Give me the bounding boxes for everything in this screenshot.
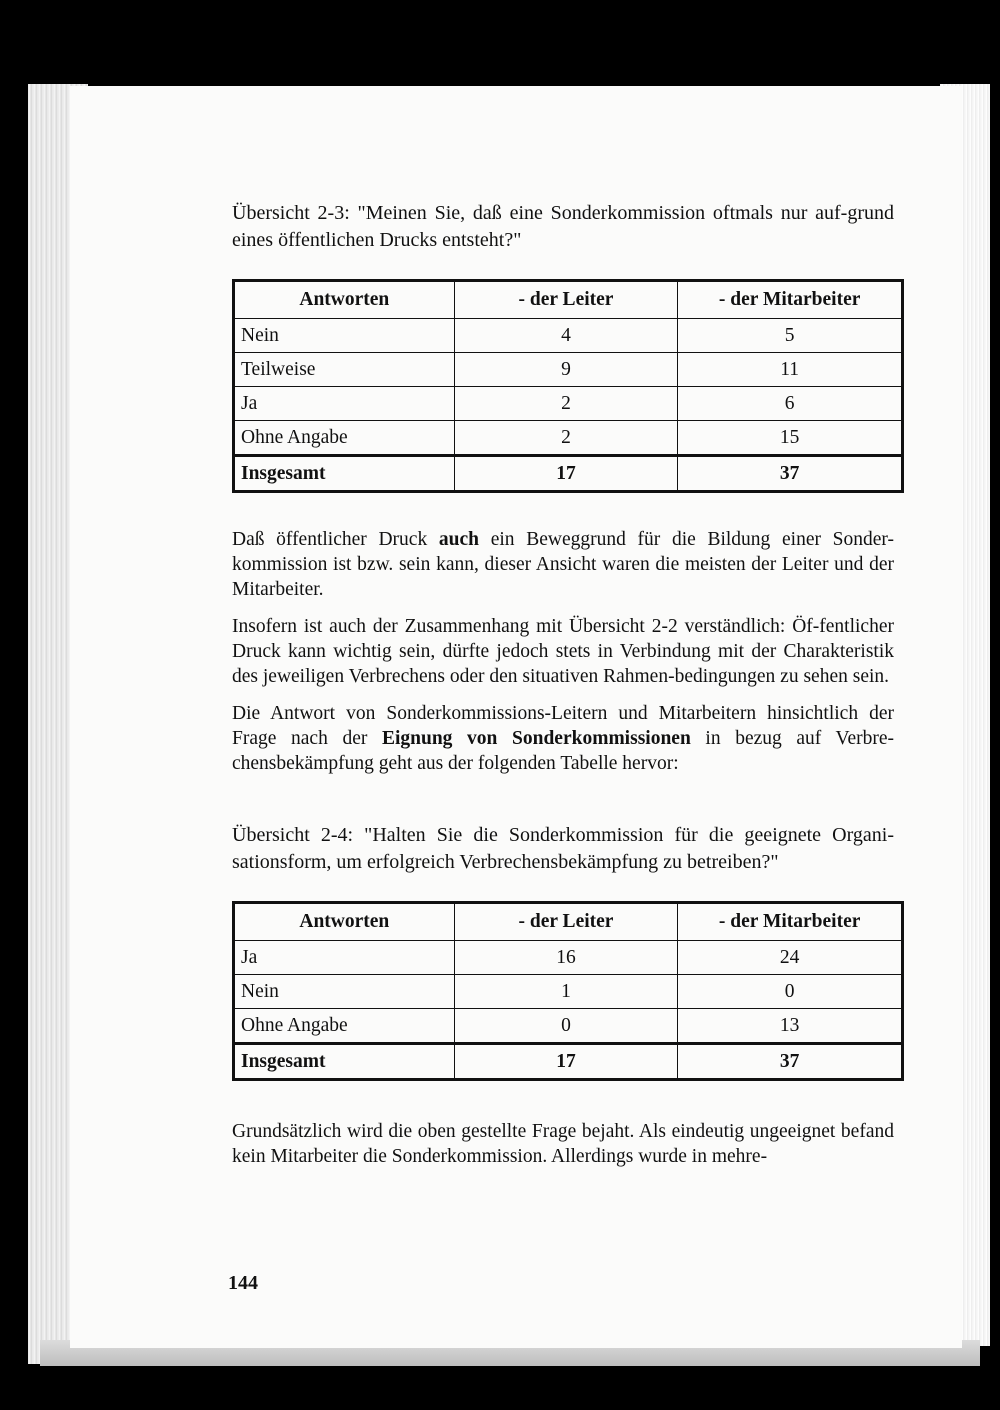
cell-mitarbeiter: 15 bbox=[678, 421, 903, 456]
table-caption-2-3: Übersicht 2-3: "Meinen Sie, daß eine Sonderkommission oftmals nur auf-grund eines öffentlichen Drucks entsteht?" bbox=[232, 202, 894, 251]
cell-mitarbeiter: 6 bbox=[678, 387, 903, 421]
column-header-leiter: - der Leiter bbox=[454, 903, 678, 941]
column-header-antworten: Antworten bbox=[234, 281, 455, 319]
row-label: Teilweise bbox=[234, 353, 455, 387]
table-caption-2-4: Übersicht 2-4: "Halten Sie die Sonderkommission für die geeignete Organi-sationsform, um erfolgreich Verbrechensbekämpfung zu betreiben?" bbox=[232, 824, 894, 873]
table-2-4 bbox=[232, 901, 904, 1081]
total-leiter: 17 bbox=[454, 1044, 678, 1080]
cell-mitarbeiter: 24 bbox=[678, 941, 903, 975]
paragraph-3-text-b: in bezug auf Verbre-chensbekämpfung geht aus der folgenden Tabelle hervor: bbox=[232, 728, 894, 774]
total-leiter: 17 bbox=[454, 456, 678, 492]
table-row bbox=[234, 353, 903, 387]
paragraph-1-text-b: ein Beweggrund für die Bildung einer Sonder-kommission ist bzw. sein kann, dieser Ansicht waren die meisten der Leiter und der Mitarbeiter. bbox=[232, 529, 894, 600]
total-mitarbeiter: 37 bbox=[678, 1044, 903, 1080]
table-row bbox=[234, 319, 903, 353]
column-header-mitarbeiter: - der Mitarbeiter bbox=[678, 903, 903, 941]
table-row bbox=[234, 421, 903, 456]
cell-leiter: 16 bbox=[454, 941, 678, 975]
row-label: Ohne Angabe bbox=[234, 421, 455, 456]
paragraph-1 bbox=[232, 527, 894, 602]
row-label: Ja bbox=[234, 387, 455, 421]
total-label: Insgesamt bbox=[234, 456, 455, 492]
table-header-row bbox=[234, 281, 903, 319]
paragraph-3-text-a: Die Antwort von Sonderkommissions-Leitern und Mitarbeitern hinsichtlich der Frage nach der bbox=[232, 703, 894, 749]
paragraph-4: Grundsätzlich wird die oben gestellte Frage bejaht. Als eindeutig ungeeignet befand kein Mitarbeiter die Sonderkommission. Allerdings wurde in mehre- bbox=[232, 1121, 894, 1167]
paragraph-2: Insofern ist auch der Zusammenhang mit Übersicht 2-2 verständlich: Öf-fentlicher Druck kann wichtig sein, dürfte jedoch stets in Verbindung mit der Charakteristik des jeweiligen Verbrechens oder den situativen Rahmen-bedingungen zu sehen sein. bbox=[232, 616, 894, 687]
total-label: Insgesamt bbox=[234, 1044, 455, 1080]
table-row bbox=[234, 387, 903, 421]
table-header-row bbox=[234, 903, 903, 941]
column-header-antworten: Antworten bbox=[234, 903, 455, 941]
paragraph-3 bbox=[232, 701, 894, 776]
cell-leiter: 1 bbox=[454, 975, 678, 1009]
cell-mitarbeiter: 13 bbox=[678, 1009, 903, 1044]
table-row bbox=[234, 1009, 903, 1044]
table-2-3 bbox=[232, 279, 904, 493]
paragraph-3-bold: Eignung von Sonderkommissionen bbox=[381, 728, 691, 749]
paragraph-1-bold: auch bbox=[438, 529, 479, 550]
cell-mitarbeiter: 0 bbox=[678, 975, 903, 1009]
row-label: Nein bbox=[234, 975, 455, 1009]
paragraph-1-text-a: Daß öffentlicher Druck bbox=[232, 529, 439, 550]
column-header-mitarbeiter: - der Mitarbeiter bbox=[678, 281, 903, 319]
cell-leiter: 0 bbox=[454, 1009, 678, 1044]
row-label: Ohne Angabe bbox=[234, 1009, 455, 1044]
total-mitarbeiter: 37 bbox=[678, 456, 903, 492]
cell-leiter: 2 bbox=[454, 387, 678, 421]
cell-leiter: 4 bbox=[454, 319, 678, 353]
cell-leiter: 2 bbox=[454, 421, 678, 456]
table-row bbox=[234, 941, 903, 975]
cell-mitarbeiter: 5 bbox=[678, 319, 903, 353]
table-total-row bbox=[234, 1044, 903, 1080]
row-label: Nein bbox=[234, 319, 455, 353]
table-row bbox=[234, 975, 903, 1009]
cell-leiter: 9 bbox=[454, 353, 678, 387]
column-header-leiter: - der Leiter bbox=[454, 281, 678, 319]
cell-mitarbeiter: 11 bbox=[678, 353, 903, 387]
table-total-row bbox=[234, 456, 903, 492]
page-content bbox=[232, 200, 894, 1181]
row-label: Ja bbox=[234, 941, 455, 975]
page-number: 144 bbox=[228, 1272, 258, 1294]
